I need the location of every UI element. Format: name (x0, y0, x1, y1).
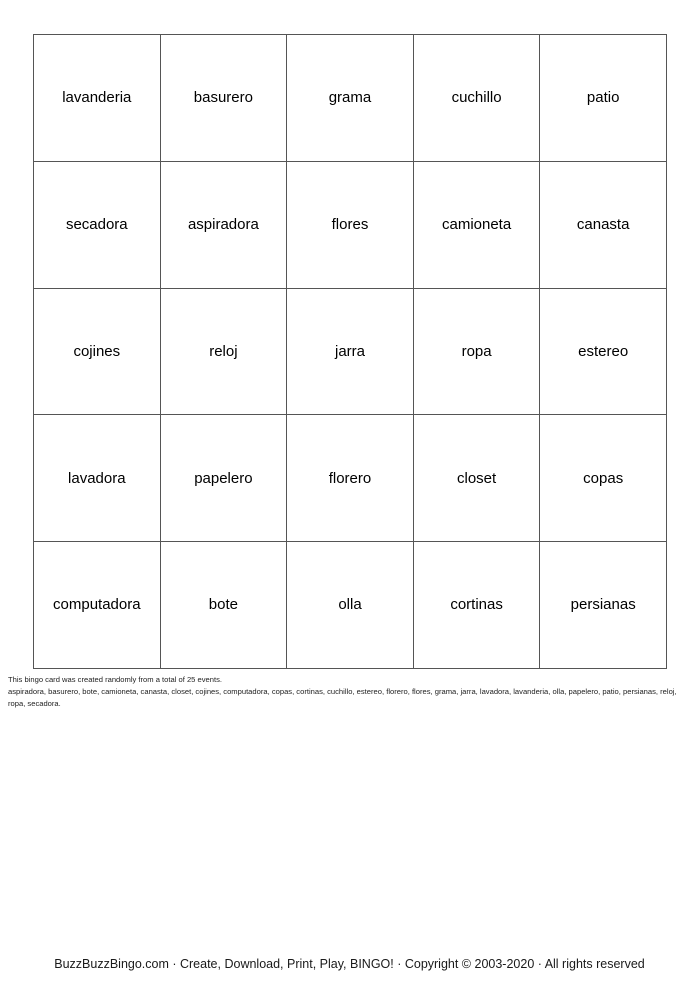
page-footer (0, 955, 699, 973)
bingo-cell[interactable]: aspiradora (161, 162, 288, 289)
bingo-cell[interactable]: ropa (414, 289, 541, 416)
bingo-cell[interactable]: estereo (540, 289, 667, 416)
footnote-event-list: aspiradora, basurero, bote, camioneta, canasta, closet, cojines, computadora, copas, cortinas, cuchillo, estereo, florero, flores, grama, jarra, lavadora, lavanderia, olla, papelero, patio, persianas, reloj, ropa, secadora. (8, 687, 677, 709)
bingo-cell[interactable]: patio (540, 35, 667, 162)
bingo-cell[interactable]: jarra (287, 289, 414, 416)
bingo-cell[interactable]: reloj (161, 289, 288, 416)
bingo-cell[interactable]: copas (540, 415, 667, 542)
bingo-cell[interactable]: grama (287, 35, 414, 162)
bingo-cell[interactable]: closet (414, 415, 541, 542)
bingo-grid (33, 34, 667, 669)
bingo-cell[interactable]: olla (287, 542, 414, 669)
footer-text: BuzzBuzzBingo.com · Create, Download, Print, Play, BINGO! · Copyright © 2003-2020 · All rights reserved (54, 957, 645, 971)
bingo-cell[interactable]: canasta (540, 162, 667, 289)
bingo-cell[interactable]: cortinas (414, 542, 541, 669)
bingo-cell[interactable]: cuchillo (414, 35, 541, 162)
bingo-cell[interactable]: papelero (161, 415, 288, 542)
bingo-cell[interactable]: lavadora (34, 415, 161, 542)
bingo-cell[interactable]: florero (287, 415, 414, 542)
bingo-cell[interactable]: lavanderia (34, 35, 161, 162)
bingo-cell[interactable]: flores (287, 162, 414, 289)
bingo-cell[interactable]: basurero (161, 35, 288, 162)
footnote (8, 674, 692, 711)
footnote-summary: This bingo card was created randomly from a total of 25 events. (8, 675, 222, 684)
bingo-cell[interactable]: secadora (34, 162, 161, 289)
bingo-cell[interactable]: computadora (34, 542, 161, 669)
bingo-cell[interactable]: persianas (540, 542, 667, 669)
bingo-cell[interactable]: camioneta (414, 162, 541, 289)
bingo-cell[interactable]: cojines (34, 289, 161, 416)
bingo-cell[interactable]: bote (161, 542, 288, 669)
